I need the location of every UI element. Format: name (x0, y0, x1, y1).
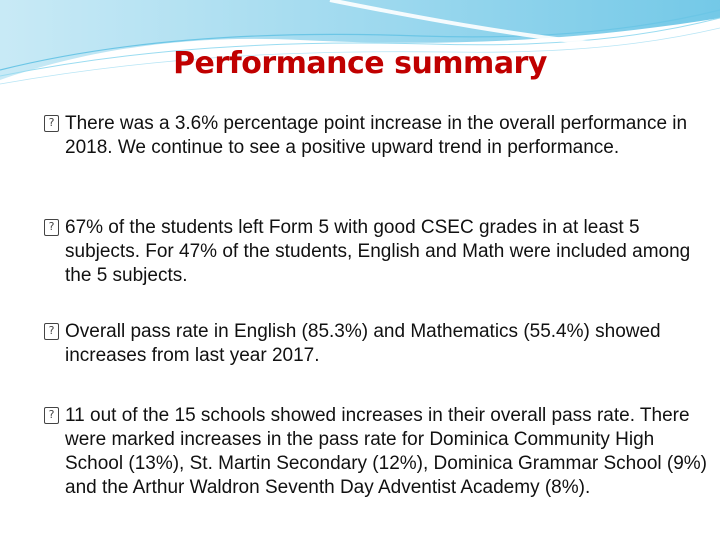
bullet-box-icon: ? (44, 219, 59, 236)
bullet-text: 11 out of the 15 schools showed increases in their overall pass rate. There were marked increases in the pass rate for Dominica Community High School (13%), St. Martin Secondary (12%), Dominica Grammar School (9%) and the Arthur Waldron Seventh Day Adventist Academy (8%). (65, 405, 708, 498)
bullet-item (44, 216, 715, 288)
slide-title: Performance summary (173, 46, 547, 81)
bullet-item (44, 112, 715, 160)
bullet-box-icon: ? (44, 115, 59, 132)
bullet-item (44, 404, 715, 500)
bullet-text: There was a 3.6% percentage point increase in the overall performance in 2018. We continue to see a positive upward trend in performance. (65, 113, 688, 158)
bullet-box-icon: ? (44, 407, 59, 424)
bullet-item (44, 320, 715, 368)
bullet-box-icon: ? (44, 323, 59, 340)
bullet-text: Overall pass rate in English (85.3%) and Mathematics (55.4%) showed increases from last year 2017. (65, 321, 661, 366)
bullet-text: 67% of the students left Form 5 with good CSEC grades in at least 5 subjects. For 47% of the students, English and Math were included among the 5 subjects. (65, 217, 691, 286)
